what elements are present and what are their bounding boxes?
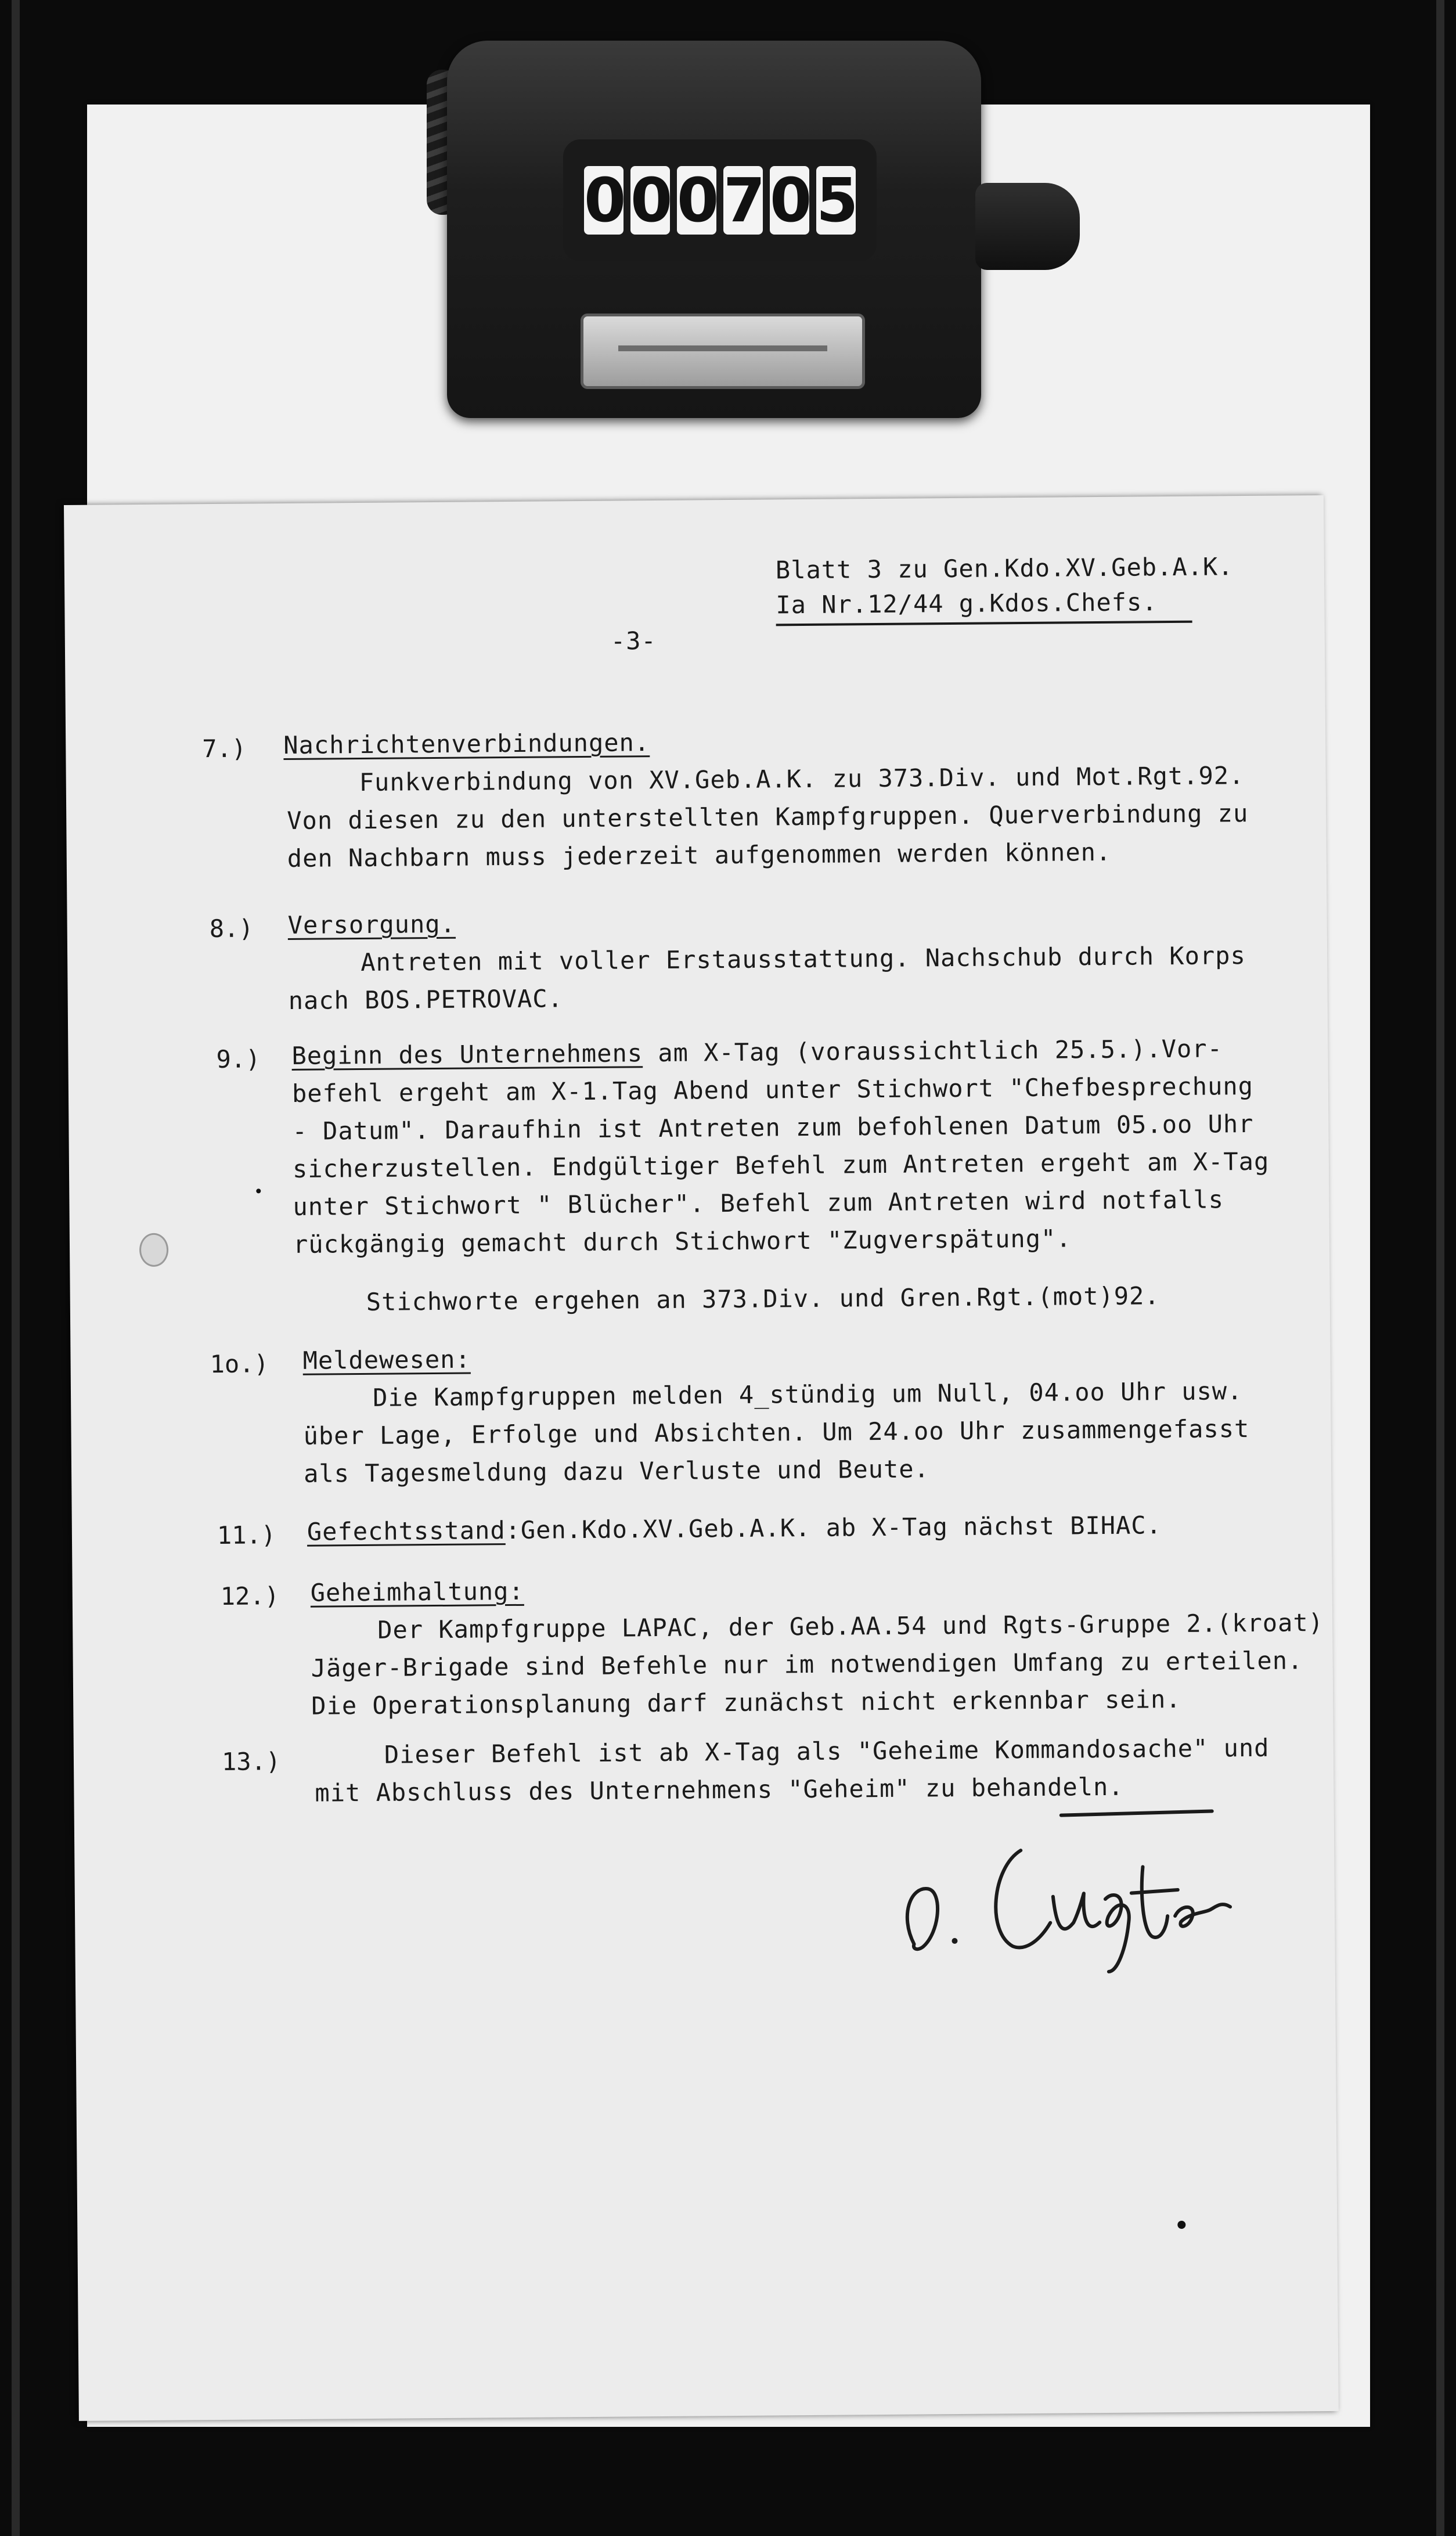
section-9-line-3: - Datum". Daraufhin ist Antreten zum befohlenen Datum 05.oo Uhr bbox=[292, 1109, 1254, 1145]
section-7-line-2: Von diesen zu den unterstellten Kampfgruppen. Querverbindung zu bbox=[287, 798, 1249, 835]
section-8-line-1: Antreten mit voller Erstausstattung. Nachschub durch Korps bbox=[361, 941, 1246, 977]
section-13-number: 13.) bbox=[221, 1747, 281, 1776]
section-12-line-3: Die Operationsplanung darf zunächst nicht erkennbar sein. bbox=[311, 1684, 1181, 1720]
section-8-line-2: nach BOS.PETROVAC. bbox=[288, 984, 564, 1015]
section-11-line-1-text: :Gen.Kdo.XV.Geb.A.K. ab X-Tag nächst BIHAC. bbox=[505, 1511, 1162, 1545]
section-8-title: Versorgung. bbox=[287, 909, 456, 939]
section-7-line-3: den Nachbarn muss jederzeit aufgenommen werden können. bbox=[287, 837, 1112, 873]
counter-digit: 0 bbox=[677, 165, 719, 236]
section-13-line-2: mit Abschluss des Unternehmens "Geheim" zu behandeln. bbox=[315, 1772, 1124, 1807]
section-9-line-6: rückgängig gemacht durch Stichwort "Zugverspätung". bbox=[293, 1224, 1072, 1259]
section-9-line-7: Stichworte ergehen an 373.Div. und Gren.Rgt.(mot)92. bbox=[366, 1281, 1160, 1316]
page-number: -3- bbox=[610, 626, 657, 655]
counter-digit: 0 bbox=[584, 165, 626, 236]
ink-speck bbox=[1177, 2221, 1185, 2229]
section-9-line-4: sicherzustellen. Endgültiger Befehl zum Antreten ergeht am X-Tag bbox=[292, 1147, 1270, 1183]
counter-digit: 0 bbox=[630, 165, 673, 236]
film-edge-right bbox=[1436, 0, 1444, 2536]
header-line-1: Blatt 3 zu Gen.Kdo.XV.Geb.A.K. bbox=[775, 552, 1234, 585]
section-12-line-1: Der Kampfgruppe LAPAC, der Geb.AA.54 und Rgts-Gruppe 2.(kroat) bbox=[377, 1608, 1324, 1644]
document-page bbox=[64, 495, 1339, 2421]
section-7-line-1: Funkverbindung von XV.Geb.A.K. zu 373.Div. und Mot.Rgt.92. bbox=[359, 761, 1245, 797]
section-10-line-1: Die Kampfgruppen melden 4_stündig um Null, 04.oo Uhr usw. bbox=[372, 1377, 1243, 1412]
section-11-title: Gefechtsstand bbox=[307, 1516, 506, 1546]
counter-display bbox=[563, 139, 877, 261]
counter-reset-knob-icon bbox=[975, 183, 1080, 270]
section-7-title: Nachrichtenverbindungen. bbox=[283, 728, 650, 760]
handwritten-signature bbox=[887, 1796, 1341, 1985]
section-11-number: 11.) bbox=[217, 1521, 276, 1550]
section-10-line-3: als Tagesmeldung dazu Verluste und Beute. bbox=[303, 1454, 930, 1488]
section-7-number: 7.) bbox=[202, 734, 247, 763]
section-11-line-1 bbox=[307, 1507, 1162, 1551]
section-13-line-1: Dieser Befehl ist ab X-Tag als "Geheime Kommandosache" und bbox=[384, 1733, 1270, 1769]
section-9-line-5: unter Stichwort " Blücher". Befehl zum Antreten wird notfalls bbox=[293, 1185, 1224, 1221]
section-12-title: Geheimhaltung: bbox=[310, 1576, 524, 1607]
counter-digit: 0 bbox=[770, 165, 812, 236]
section-10-number: 1o.) bbox=[210, 1349, 269, 1379]
counter-label-plate bbox=[581, 314, 865, 389]
section-10-line-2: über Lage, Erfolge und Absichten. Um 24.oo Uhr zusammengefasst bbox=[303, 1414, 1250, 1450]
counter-digit: 7 bbox=[723, 165, 766, 236]
section-12-line-2: Jäger-Brigade sind Befehle nur im notwendigen Umfang zu erteilen. bbox=[311, 1646, 1303, 1683]
section-12-number: 12.) bbox=[220, 1582, 280, 1611]
counter-digit: 5 bbox=[816, 165, 859, 236]
punch-hole-icon bbox=[139, 1233, 168, 1267]
frame-counter-device bbox=[447, 41, 981, 418]
ink-speck bbox=[256, 1188, 261, 1193]
section-8-number: 8.) bbox=[209, 914, 254, 943]
section-9-number: 9.) bbox=[216, 1044, 261, 1074]
film-edge-left bbox=[12, 0, 20, 2536]
header-line-2: Ia Nr.12/44 g.Kdos.Chefs. bbox=[776, 583, 1192, 626]
section-9-line-2: befehl ergeht am X-1.Tag Abend unter Stichwort "Chefbesprechung bbox=[291, 1071, 1254, 1108]
section-10-title: Meldewesen: bbox=[302, 1345, 471, 1375]
section-9-line-1 bbox=[291, 1030, 1223, 1075]
section-9-title: Beginn des Unternehmens bbox=[291, 1039, 643, 1070]
section-9-line-1-text: am X-Tag (voraussichtlich 25.5.).Vor- bbox=[642, 1034, 1223, 1068]
